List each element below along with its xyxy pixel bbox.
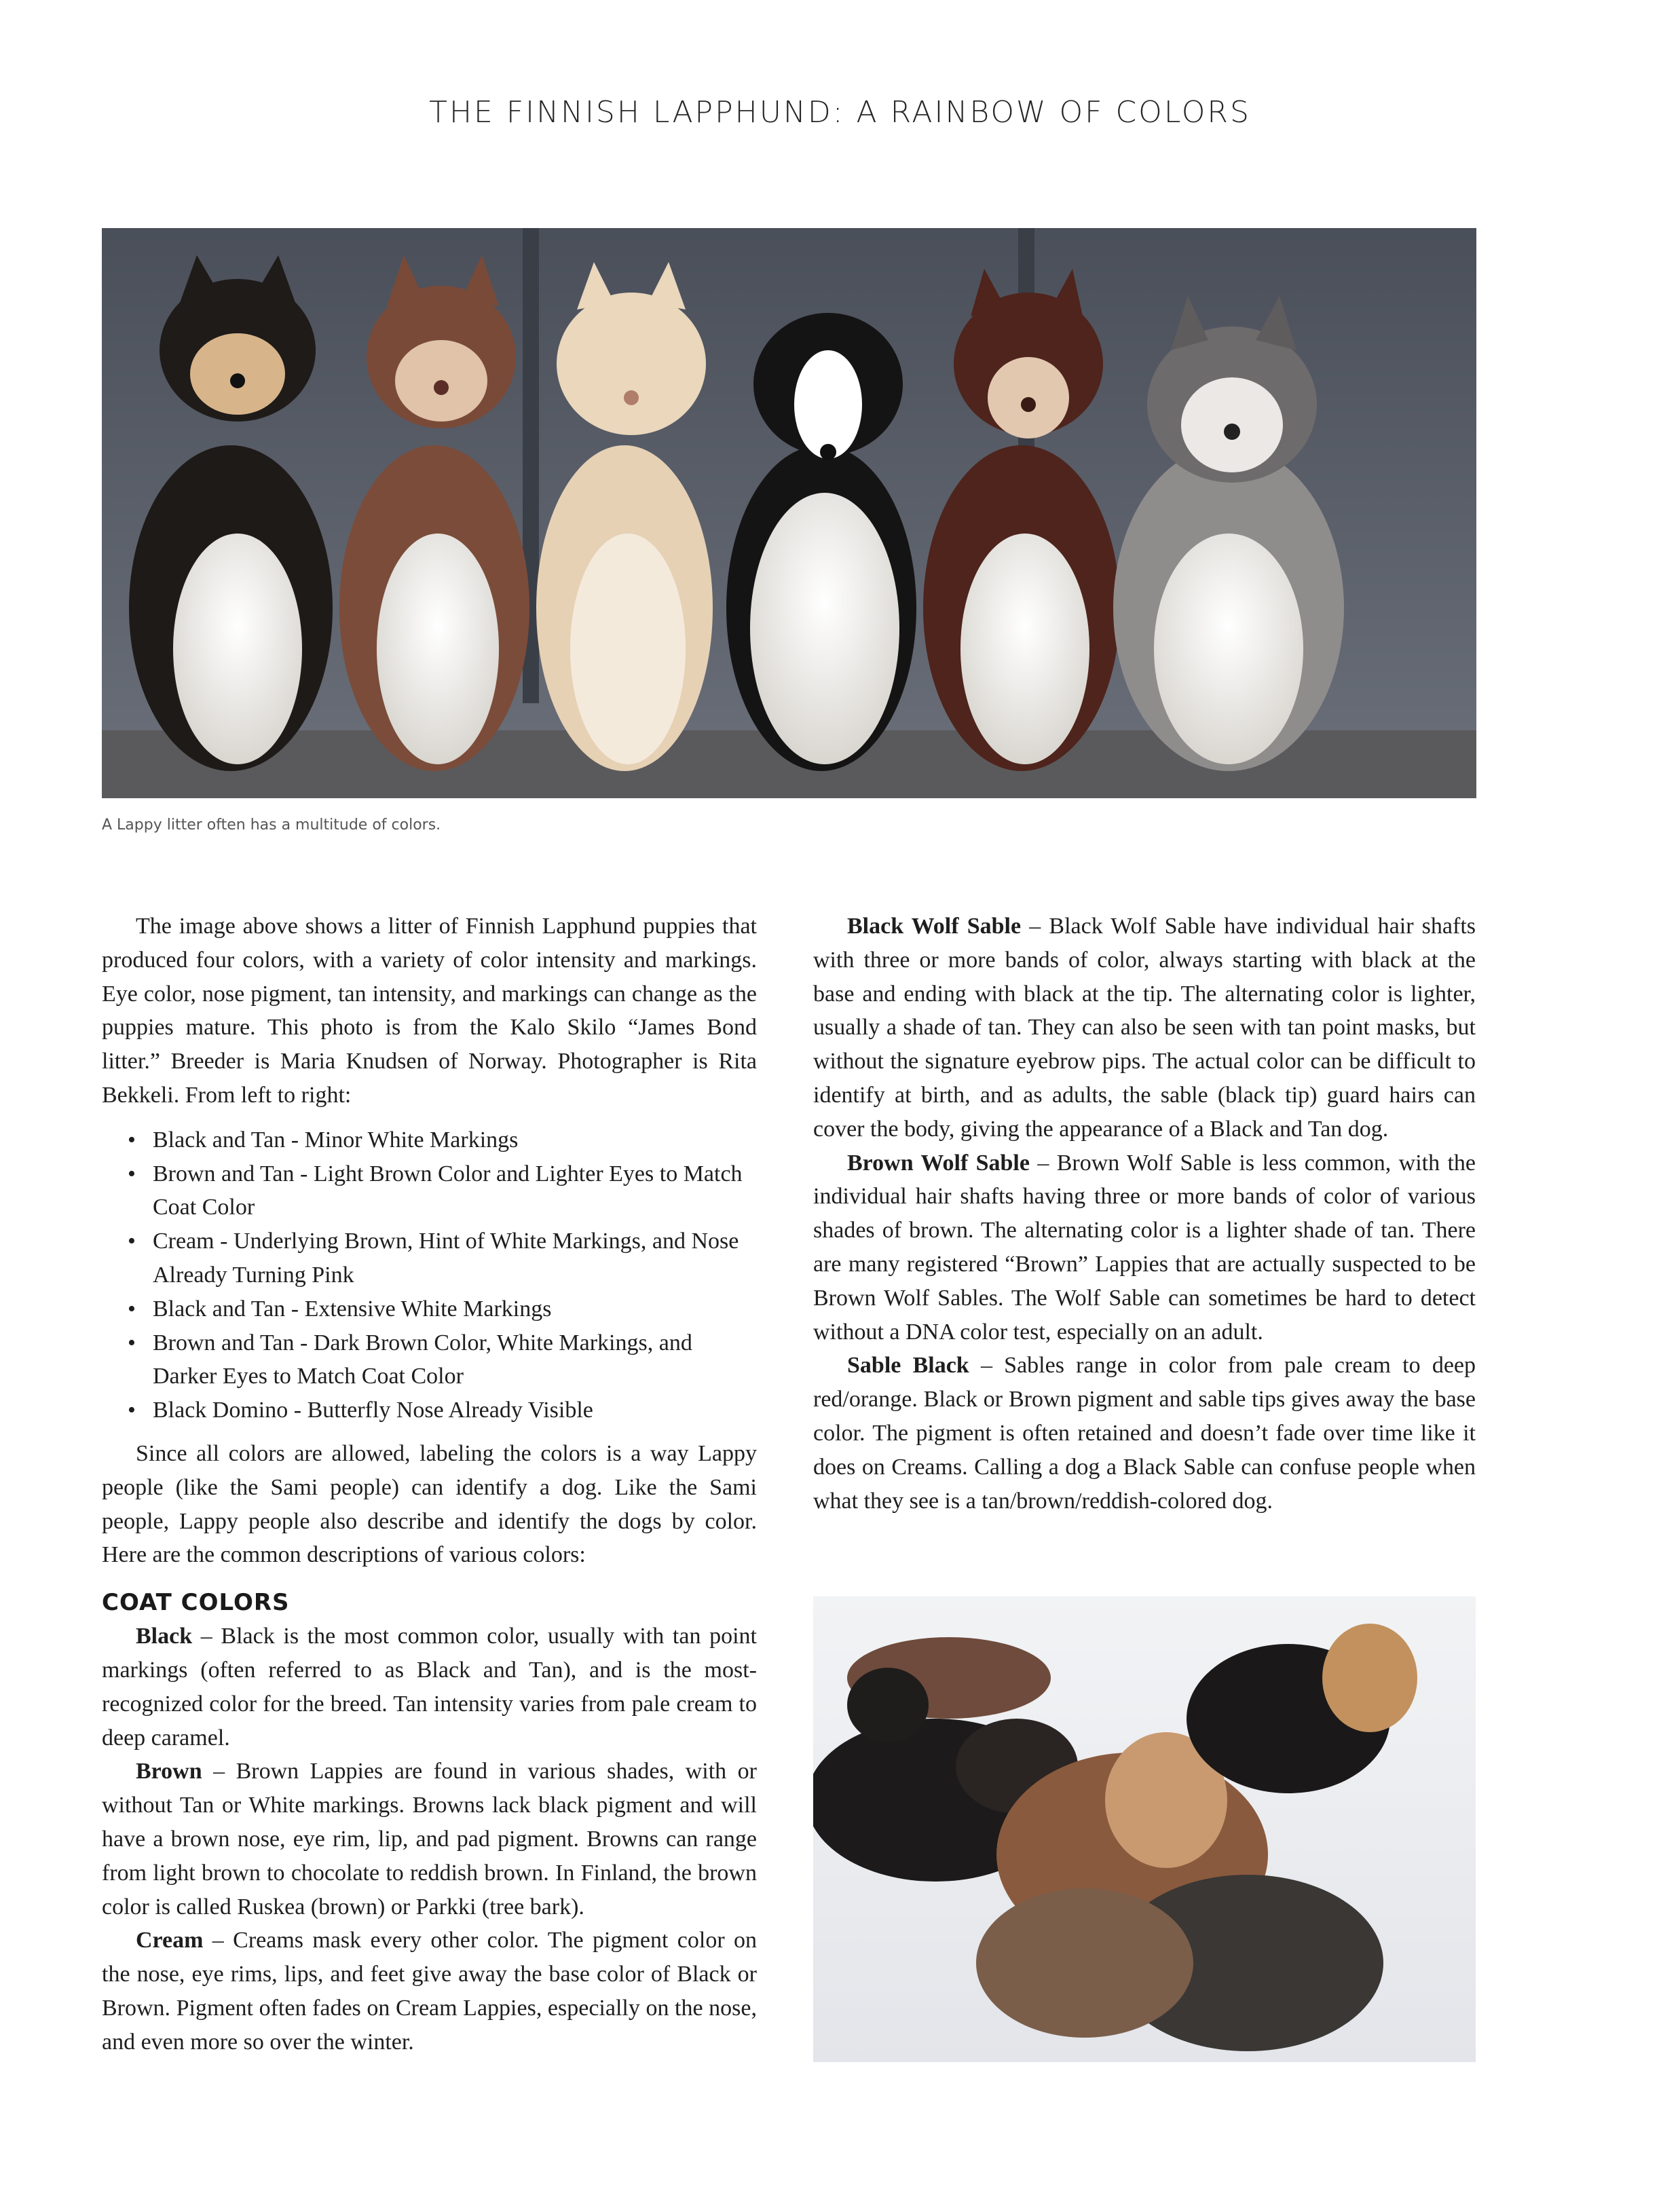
brown-wolf-sable-paragraph: [813, 1146, 1476, 1349]
snow-dogs-photo: [813, 1596, 1476, 2062]
term: Brown: [136, 1759, 202, 1784]
definition: – Brown Wolf Sable is less common, with the individual hair shafts having three or more bands of color of various shades of brown. The alternating color is a lighter shade of tan. There are many registered “Brown” Lappies that are actually suspected to be Brown Wolf Sables. The Wolf Sable can sometimes be hard to detect without a DNA color test, especially on an adult.: [813, 1150, 1476, 1345]
definition: – Creams mask every other color. The pigment color on the nose, eye rims, lips, and feet give away the base color of Black or Brown. Pigment often fades on Cream Lappies, especially on the nose, and even more so over the winter.: [102, 1928, 757, 2055]
list-item: • Black and Tan - Extensive White Markings: [102, 1292, 757, 1326]
term: Black Wolf Sable: [847, 914, 1022, 939]
sable-black-paragraph: [813, 1349, 1476, 1518]
term: Black: [136, 1624, 193, 1649]
black-paragraph: [102, 1620, 757, 1755]
section-heading: COAT COLORS: [102, 1589, 290, 1617]
list-item: • Brown and Tan - Dark Brown Color, White Markings, and Darker Eyes to Match Coat Color: [102, 1326, 757, 1394]
list-item: • Black and Tan - Minor White Markings: [102, 1123, 757, 1157]
page-title: THE FINNISH LAPPHUND: A RAINBOW OF COLORS: [429, 95, 1251, 130]
left-column: [102, 910, 757, 2059]
definition: – Black is the most common color, usually with tan point markings (often referred to as Black and Tan), and is the most-recognized color for the breed. Tan intensity varies from pale cream to deep caramel.: [102, 1624, 757, 1751]
litter-photo: [102, 228, 1476, 798]
term: Brown Wolf Sable: [847, 1150, 1030, 1176]
list-item: • Brown and Tan - Light Brown Color and Lighter Eyes to Match Coat Color: [102, 1157, 757, 1225]
cream-paragraph: [102, 1924, 757, 2059]
black-wolf-sable-paragraph: [813, 910, 1476, 1146]
term: Cream: [136, 1928, 204, 1953]
definition: – Black Wolf Sable have individual hair shafts with three or more bands of color, always starting with black at the base and ending with black at the tip. The alternating color is lighter, usually a shade of tan. They can also be seen with tan point masks, but without the signature eyebrow pips. The actual color can be difficult to identify at birth, and as adults, the sable (black tip) guard hairs can cover the body, giving the appearance of a Black and Tan dog.: [813, 914, 1476, 1142]
brown-paragraph: [102, 1755, 757, 1924]
since-paragraph: Since all colors are allowed, labeling the colors is a way Lappy people (like the Sami people) can identify a dog. Like the Sami people, Lappy people also describe and identify the dogs by color. Here are the common descriptions of various colors:: [102, 1440, 757, 1568]
intro-paragraph: The image above shows a litter of Finnish Lapphund puppies that produced four colors, with a variety of color intensity and markings. Eye color, nose pigment, tan intensity, and markings can change as the puppies mature. This photo is from the Kalo Skilo “James Bond litter.” Breeder is Maria Knudsen of Norway. Photographer is Rita Bekkeli. From left to right:: [102, 914, 757, 1108]
photo-caption: A Lappy litter often has a multitude of colors.: [102, 817, 441, 834]
right-column: [813, 910, 1476, 1518]
list-item: • Cream - Underlying Brown, Hint of White Markings, and Nose Already Turning Pink: [102, 1224, 757, 1292]
puppy-color-list: [102, 1123, 757, 1427]
term: Sable Black: [847, 1353, 969, 1379]
list-item: • Black Domino - Butterfly Nose Already Visible: [102, 1393, 757, 1427]
definition: – Brown Lappies are found in various shades, with or without Tan or White markings. Browns lack black pigment and will have a brown nose, eye rim, lip, and pad pigment. Browns can range from light brown to chocolate to reddish brown. In Finland, the brown color is called Ruskea (brown) or Parkki (tree bark).: [102, 1759, 757, 1920]
definition: – Sables range in color from pale cream to deep red/orange. Black or Brown pigment and sable tips gives away the base color. The pigment is often retained and doesn’t fade over time like it does on Creams. Calling a dog a Black Sable can confuse people when what they see is a tan/brown/reddish-colored dog.: [813, 1353, 1476, 1514]
